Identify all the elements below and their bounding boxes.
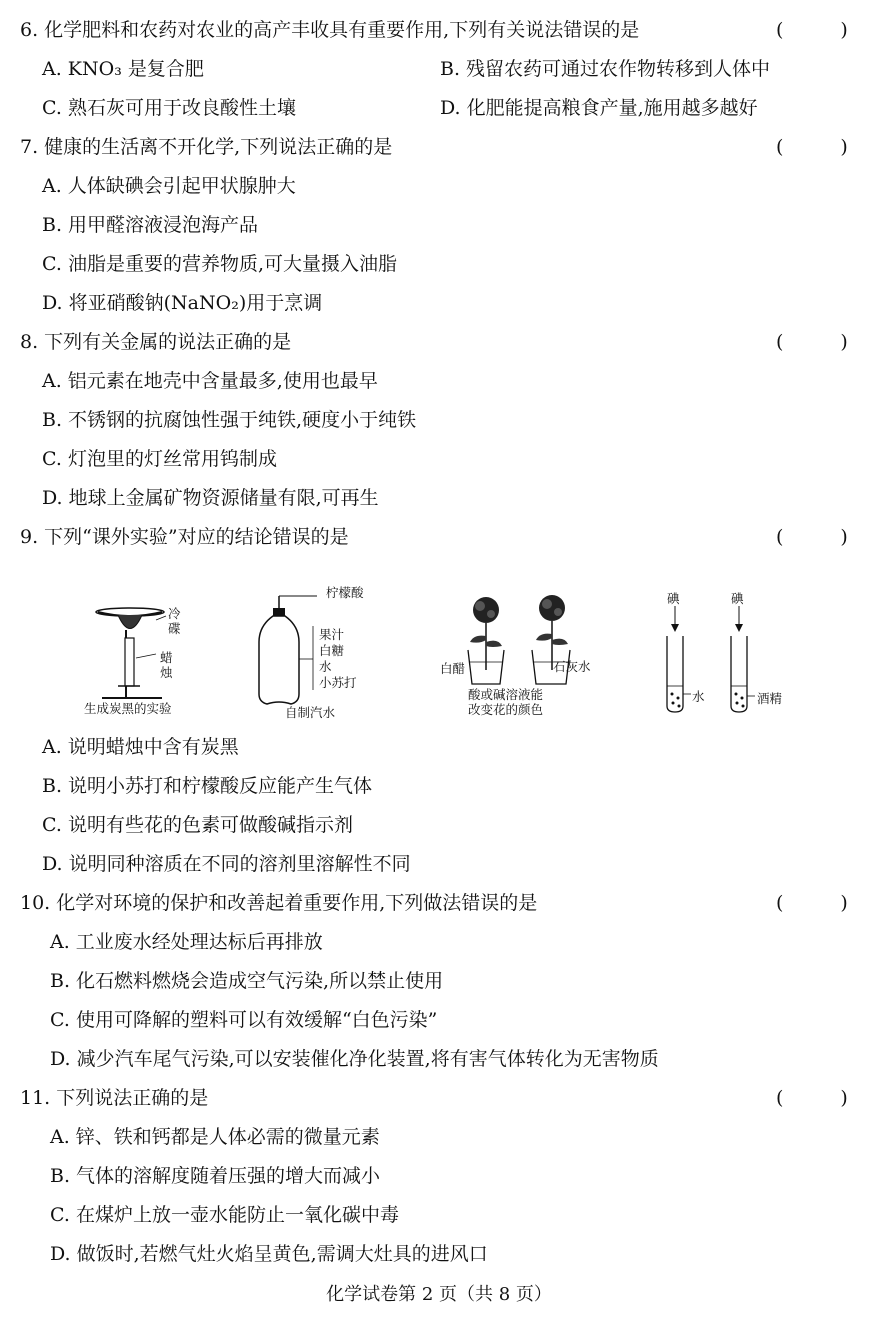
- q9-stem: 9. 下列“课外实验”对应的结论错误的是: [20, 526, 349, 548]
- q9-option-c: C. 说明有些花的色素可做酸碱指示剂: [42, 814, 353, 836]
- q7-option-d: D. 将亚硝酸钠(NaNO₂)用于烹调: [42, 292, 323, 314]
- q11-answer-blank: ( ): [776, 1087, 848, 1109]
- q7-option-a: A. 人体缺碘会引起甲状腺肿大: [42, 175, 296, 197]
- q11-option-a: A. 锌、铁和钙都是人体必需的微量元素: [50, 1126, 380, 1148]
- fig4-label-alcohol: 酒精: [757, 691, 783, 706]
- q7-option-b: B. 用甲醛溶液浸泡海产品: [42, 214, 259, 236]
- fig2-caption: 自制汽水: [285, 705, 336, 720]
- fig4-label-iodine-2: 碘: [731, 591, 744, 606]
- q9-option-b: B. 说明小苏打和柠檬酸反应能产生气体: [42, 775, 373, 797]
- q11-option-c: C. 在煤炉上放一壶水能防止一氧化碳中毒: [50, 1204, 399, 1226]
- fig3-label-vinegar: 白醋: [440, 661, 466, 676]
- q6-option-a: A. KNO₃ 是复合肥: [42, 58, 204, 80]
- q6-stem: 6. 化学肥料和农药对农业的高产丰收具有重要作用,下列有关说法错误的是: [20, 19, 640, 41]
- fig3-label-limewater: 石灰水: [553, 659, 591, 674]
- q10-answer-blank: ( ): [776, 892, 848, 914]
- q8-option-d: D. 地球上金属矿物资源储量有限,可再生: [42, 487, 379, 509]
- q8-option-b: B. 不锈钢的抗腐蚀性强于纯铁,硬度小于纯铁: [42, 409, 417, 431]
- fig1-label-cold-dish-2: 碟: [168, 621, 181, 636]
- q8-option-a: A. 铝元素在地壳中含量最多,使用也最早: [42, 370, 378, 392]
- q8-answer-blank: ( ): [776, 331, 848, 353]
- q9-option-a: A. 说明蜡烛中含有炭黑: [42, 736, 239, 758]
- fig4-label-iodine-1: 碘: [667, 591, 680, 606]
- fig1-caption: 生成炭黑的实验: [84, 701, 172, 716]
- fig3-caption-line2: 改变花的颜色: [468, 702, 544, 717]
- q10-stem: 10. 化学对环境的保护和改善起着重要作用,下列做法错误的是: [20, 892, 538, 914]
- q8-option-c: C. 灯泡里的灯丝常用钨制成: [42, 448, 277, 470]
- q7-stem: 7. 健康的生活离不开化学,下列说法正确的是: [20, 136, 393, 158]
- flower-beakers-diagram: [460, 590, 590, 690]
- q9-option-d: D. 说明同种溶质在不同的溶剂里溶解性不同: [42, 853, 411, 875]
- page-footer: 化学试卷第 2 页（共 8 页）: [326, 1284, 552, 1305]
- figure-homemade-soda: [255, 582, 375, 722]
- fig2-label-water: 水: [319, 659, 332, 674]
- q6-option-c: C. 熟石灰可用于改良酸性土壤: [42, 97, 296, 119]
- q7-answer-blank: ( ): [776, 136, 848, 158]
- q6-option-b: B. 残留农药可通过农作物转移到人体中: [440, 58, 771, 80]
- q11-option-b: B. 气体的溶解度随着压强的增大而减小: [50, 1165, 381, 1187]
- q10-option-b: B. 化石燃料燃烧会造成空气污染,所以禁止使用: [50, 970, 444, 992]
- q11-stem: 11. 下列说法正确的是: [20, 1087, 209, 1109]
- fig1-label-candle-2: 烛: [160, 665, 173, 680]
- fig3-caption-line1: 酸或碱溶液能: [468, 687, 544, 702]
- q9-answer-blank: ( ): [776, 526, 848, 548]
- fig2-label-baking-soda: 小苏打: [319, 675, 357, 690]
- q8-stem: 8. 下列有关金属的说法正确的是: [20, 331, 292, 353]
- fig2-label-citric-acid: 柠檬酸: [326, 585, 364, 600]
- fig1-label-cold-dish-1: 冷: [168, 606, 181, 621]
- soda-bottle-diagram: [255, 582, 375, 722]
- q6-option-d: D. 化肥能提高粮食产量,施用越多越好: [440, 97, 758, 119]
- fig2-label-sugar: 白糖: [319, 643, 345, 658]
- fig4-label-water: 水: [692, 689, 705, 704]
- figure-flower-indicator: [460, 590, 590, 690]
- q10-option-d: D. 减少汽车尾气污染,可以安装催化净化装置,将有害气体转化为无害物质: [50, 1048, 659, 1070]
- q6-answer-blank: ( ): [776, 19, 848, 41]
- q11-option-d: D. 做饭时,若燃气灶火焰呈黄色,需调大灶具的进风口: [50, 1243, 488, 1265]
- q7-option-c: C. 油脂是重要的营养物质,可大量摄入油脂: [42, 253, 397, 275]
- fig2-label-juice: 果汁: [319, 627, 345, 642]
- q10-option-c: C. 使用可降解的塑料可以有效缓解“白色污染”: [50, 1009, 438, 1031]
- q10-option-a: A. 工业废水经处理达标后再排放: [50, 931, 323, 953]
- fig1-label-candle-1: 蜡: [160, 650, 173, 665]
